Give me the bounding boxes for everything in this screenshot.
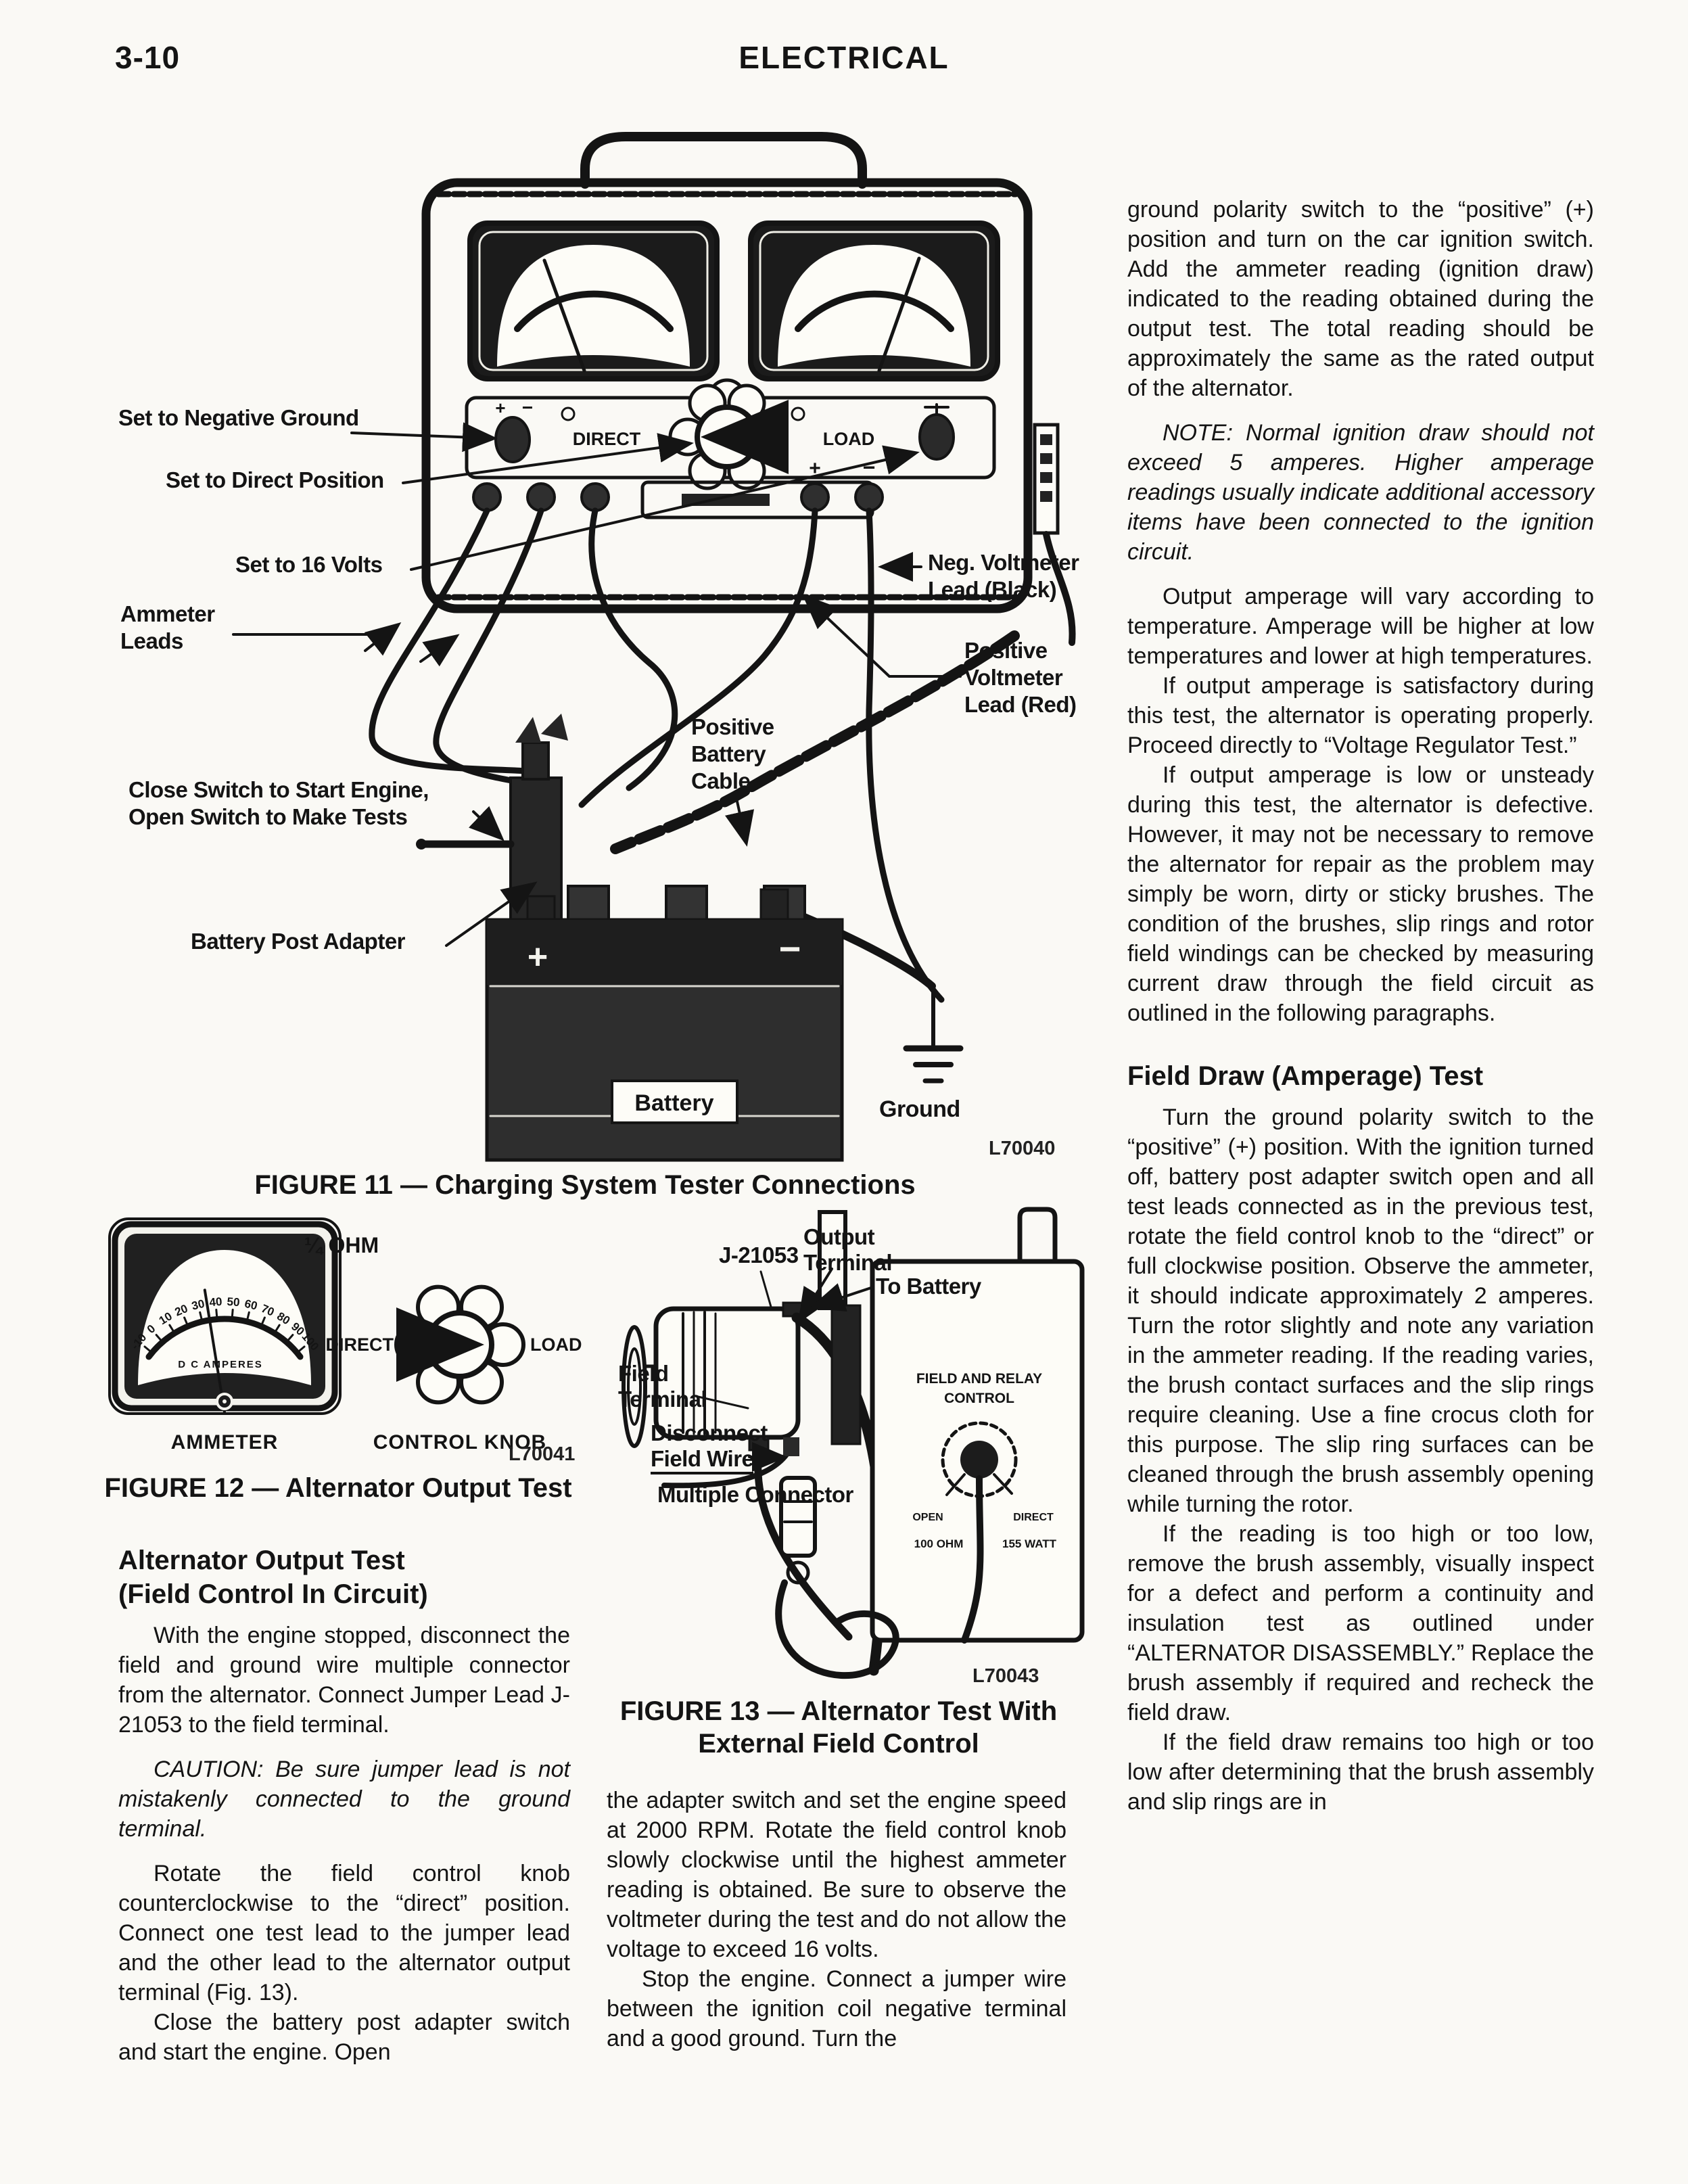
dial-open-label: OPEN bbox=[912, 1512, 943, 1523]
page-title: ELECTRICAL bbox=[738, 40, 950, 75]
svg-text:60: 60 bbox=[243, 1297, 259, 1313]
svg-text:20: 20 bbox=[172, 1301, 190, 1319]
figure-12-caption: FIGURE 12 — Alternator Output Test bbox=[104, 1473, 572, 1503]
callout-multiple-connector: Multiple Connector bbox=[657, 1482, 853, 1507]
dial-direct-label: DIRECT bbox=[1013, 1512, 1054, 1523]
battery-minus-mark: − bbox=[778, 927, 801, 970]
load-knob-label: LOAD bbox=[530, 1334, 582, 1355]
svg-text:30: 30 bbox=[190, 1297, 206, 1313]
dial-watt-label: 155 WATT bbox=[1002, 1537, 1056, 1550]
svg-text:50: 50 bbox=[226, 1295, 241, 1309]
battery-label-text: Battery bbox=[634, 1090, 714, 1116]
right-text-column bbox=[1127, 195, 1594, 1817]
polarity-plus-mark: + bbox=[495, 398, 506, 418]
paragraph: If output amperage is satisfactory during this test, the alternator is operating properly. Proceed directly to “Voltage Regulator Test.” bbox=[1127, 673, 1594, 758]
svg-text:70: 70 bbox=[259, 1301, 277, 1319]
paragraph: Rotate the field control knob counterclockwise to the “direct” position. Connect one test lead to the jumper lead and the other lead to the alternator output terminal (Fig. 13). bbox=[118, 1861, 570, 2005]
figure-12-alternator-output-test-illustration bbox=[95, 1211, 609, 1481]
svg-text:0: 0 bbox=[144, 1322, 158, 1337]
figure-11-caption: FIGURE 11 — Charging System Tester Connections bbox=[254, 1170, 916, 1200]
dial-ohm-label: 100 OHM bbox=[914, 1537, 964, 1550]
paragraph: If the field draw remains too high or too low after determining that the brush assembly and slip rings are in bbox=[1127, 1729, 1594, 1815]
callout-jumper-lead: J-21053 bbox=[719, 1242, 799, 1268]
positive-battery-cable-wire bbox=[615, 636, 1014, 849]
paragraph: ground polarity switch to the “positive” (+) position and turn on the car ignition switch. Add the ammeter reading (ignition draw) indicated to the reading obtained during the output test. The total reading should be approximately the same as the rated output of the alternator. bbox=[1127, 197, 1594, 401]
voltmeter-pos-terminal[interactable] bbox=[801, 484, 828, 511]
ground-polarity-switch[interactable] bbox=[496, 417, 530, 462]
page-number: 3-10 bbox=[115, 40, 181, 75]
tester-handle bbox=[585, 137, 862, 184]
field-draw-heading: Field Draw (Amperage) Test bbox=[1127, 1061, 1484, 1091]
callout-neg-voltmeter-lead: Neg. Voltmeter Lead (Black) bbox=[928, 550, 1079, 602]
callout-field-terminal: Field Terminal bbox=[618, 1361, 707, 1412]
load-panel-label: LOAD bbox=[822, 429, 875, 449]
paragraph: Stop the engine. Connect a jumper wire between the ignition coil negative terminal and a good ground. Turn the bbox=[607, 1966, 1066, 2051]
paragraph: Output amperage will vary according to temperature. Amperage will be higher at low temperatures and lower at high temperatures. bbox=[1127, 584, 1594, 669]
svg-text:90: 90 bbox=[289, 1320, 307, 1339]
paragraph: Close the battery post adapter switch and start the engine. Open bbox=[118, 2009, 570, 2065]
tester-ammeter-gauge bbox=[470, 223, 717, 379]
figure-13-photo-id: L70043 bbox=[972, 1665, 1039, 1687]
svg-text:40: 40 bbox=[208, 1295, 223, 1309]
direct-knob-label: DIRECT bbox=[325, 1334, 394, 1355]
ground-symbol bbox=[906, 986, 960, 1081]
ammeter-jack-1[interactable] bbox=[473, 484, 500, 511]
battery-plus-mark: + bbox=[527, 937, 548, 977]
left-column-heading: Alternator Output Test (Field Control In Circuit) bbox=[118, 1546, 428, 1609]
callout-ground: Ground bbox=[879, 1096, 960, 1122]
ammeter-label: AMMETER bbox=[170, 1431, 279, 1454]
note-paragraph: NOTE: Normal ignition draw should not exceed 5 amperes. Higher amperage readings usually indicate additional accessory items have been connected to the ignition circuit. bbox=[1127, 420, 1594, 565]
middle-text-column bbox=[607, 1786, 1066, 2053]
ammeter-jack-2[interactable] bbox=[528, 484, 555, 511]
paragraph: If output amperage is low or unsteady during this test, the alternator is defective. However, it may not be necessary to remove the alternator for repair as the problem may simply be worn, dirty or sticky brushes. The condition of the brushes, slip rings and rotor field windings can be checked by measuring current draw through the field circuit as outlined in the following paragraphs. bbox=[1127, 762, 1594, 1026]
callout-direct-position: Set to Direct Position bbox=[166, 467, 384, 492]
callout-pos-battery-cable: Positive Battery Cable bbox=[691, 714, 774, 793]
ammeter-jack-3[interactable] bbox=[582, 484, 609, 511]
callout-ammeter-leads: Ammeter Leads bbox=[120, 601, 215, 653]
callout-to-battery: To Battery bbox=[876, 1274, 981, 1299]
direct-panel-label: DIRECT bbox=[572, 429, 641, 449]
figure-11-photo-id: L70040 bbox=[989, 1138, 1056, 1159]
svg-text:-10: -10 bbox=[128, 1331, 149, 1353]
figure-13-caption: FIGURE 13 — Alternator Test With External Field Control bbox=[619, 1696, 1058, 1759]
quarter-ohm-label: ¼ OHM bbox=[304, 1233, 379, 1257]
callout-output-terminal: Output Terminal bbox=[803, 1224, 893, 1275]
paragraph: With the engine stopped, disconnect the field and ground wire multiple connector from the alternator. Connect Jumper Lead J-21053 to the field terminal. bbox=[118, 1623, 570, 1738]
callout-disconnect-field-wire: Disconnect Field Wire bbox=[651, 1420, 768, 1474]
left-text-column bbox=[118, 1543, 570, 2067]
svg-text:10: 10 bbox=[156, 1309, 174, 1328]
control-knob-label: CONTROL KNOB bbox=[373, 1431, 547, 1454]
figure-11-charging-system-tester-illustration bbox=[95, 101, 1109, 1211]
paragraph: If the reading is too high or too low, remove the brush assembly, visually inspect for a defect and perform a continuity and insulation test as outlined under “ALTERNATOR DISASSEMBLY.” Replace the brush assembly if required and recheck the field draw. bbox=[1127, 1521, 1594, 1725]
voltmeter-neg-terminal[interactable] bbox=[855, 484, 883, 511]
meter-face-label: D C AMPERES bbox=[178, 1359, 263, 1370]
polarity-minus-mark: − bbox=[521, 397, 534, 418]
volts-selector-switch[interactable] bbox=[920, 415, 954, 459]
figure-12-photo-id: L70041 bbox=[509, 1443, 576, 1465]
volt-terminal-minus-mark: − bbox=[862, 455, 876, 480]
callout-pos-voltmeter-lead: Positive Voltmeter Lead (Red) bbox=[964, 638, 1077, 717]
svg-text:100: 100 bbox=[299, 1330, 322, 1353]
control-knob-drawing[interactable] bbox=[396, 1287, 523, 1403]
tester-voltmeter-gauge bbox=[751, 223, 998, 379]
caution-paragraph: CAUTION: Be sure jumper lead is not mistakenly connected to the ground terminal. bbox=[118, 1757, 570, 1842]
svg-text:80: 80 bbox=[275, 1309, 293, 1328]
callout-neg-ground: Set to Negative Ground bbox=[118, 405, 359, 430]
volt-terminal-plus-mark: + bbox=[809, 457, 821, 480]
paragraph: Turn the ground polarity switch to the “positive” (+) position. With the ignition turned off, battery post adapter switch open and all test leads connected as in the previous test, rotate the field control knob to the “direct” or full clockwise position. Observe the ammeter, it should indicate approximately 2 amperes. Turn the rotor slightly and note any variation in the ammeter reading. If the reading varies, the brush contact surfaces and the slip rings require cleaning. Use a fine crocus cloth for this purpose. The slip ring surfaces can be cleaned through the brush assembly opening while turning the rotor. bbox=[1127, 1105, 1594, 1517]
callout-16-volts: Set to 16 Volts bbox=[235, 552, 383, 577]
field-relay-panel-label-1: FIELD AND RELAY bbox=[916, 1371, 1043, 1387]
paragraph: the adapter switch and set the engine speed at 2000 RPM. Rotate the field control knob slowly clockwise until the highest ammeter reading is obtained. Be sure to observe the voltmeter during the test and do not allow the voltage to exceed 16 volts. bbox=[607, 1788, 1066, 1962]
field-relay-panel-label-2: CONTROL bbox=[944, 1391, 1014, 1406]
callout-close-switch: Close Switch to Start Engine, Open Switch to Make Tests bbox=[128, 777, 429, 829]
battery-drawing bbox=[487, 886, 842, 1160]
callout-battery-post-adapter: Battery Post Adapter bbox=[191, 929, 406, 954]
